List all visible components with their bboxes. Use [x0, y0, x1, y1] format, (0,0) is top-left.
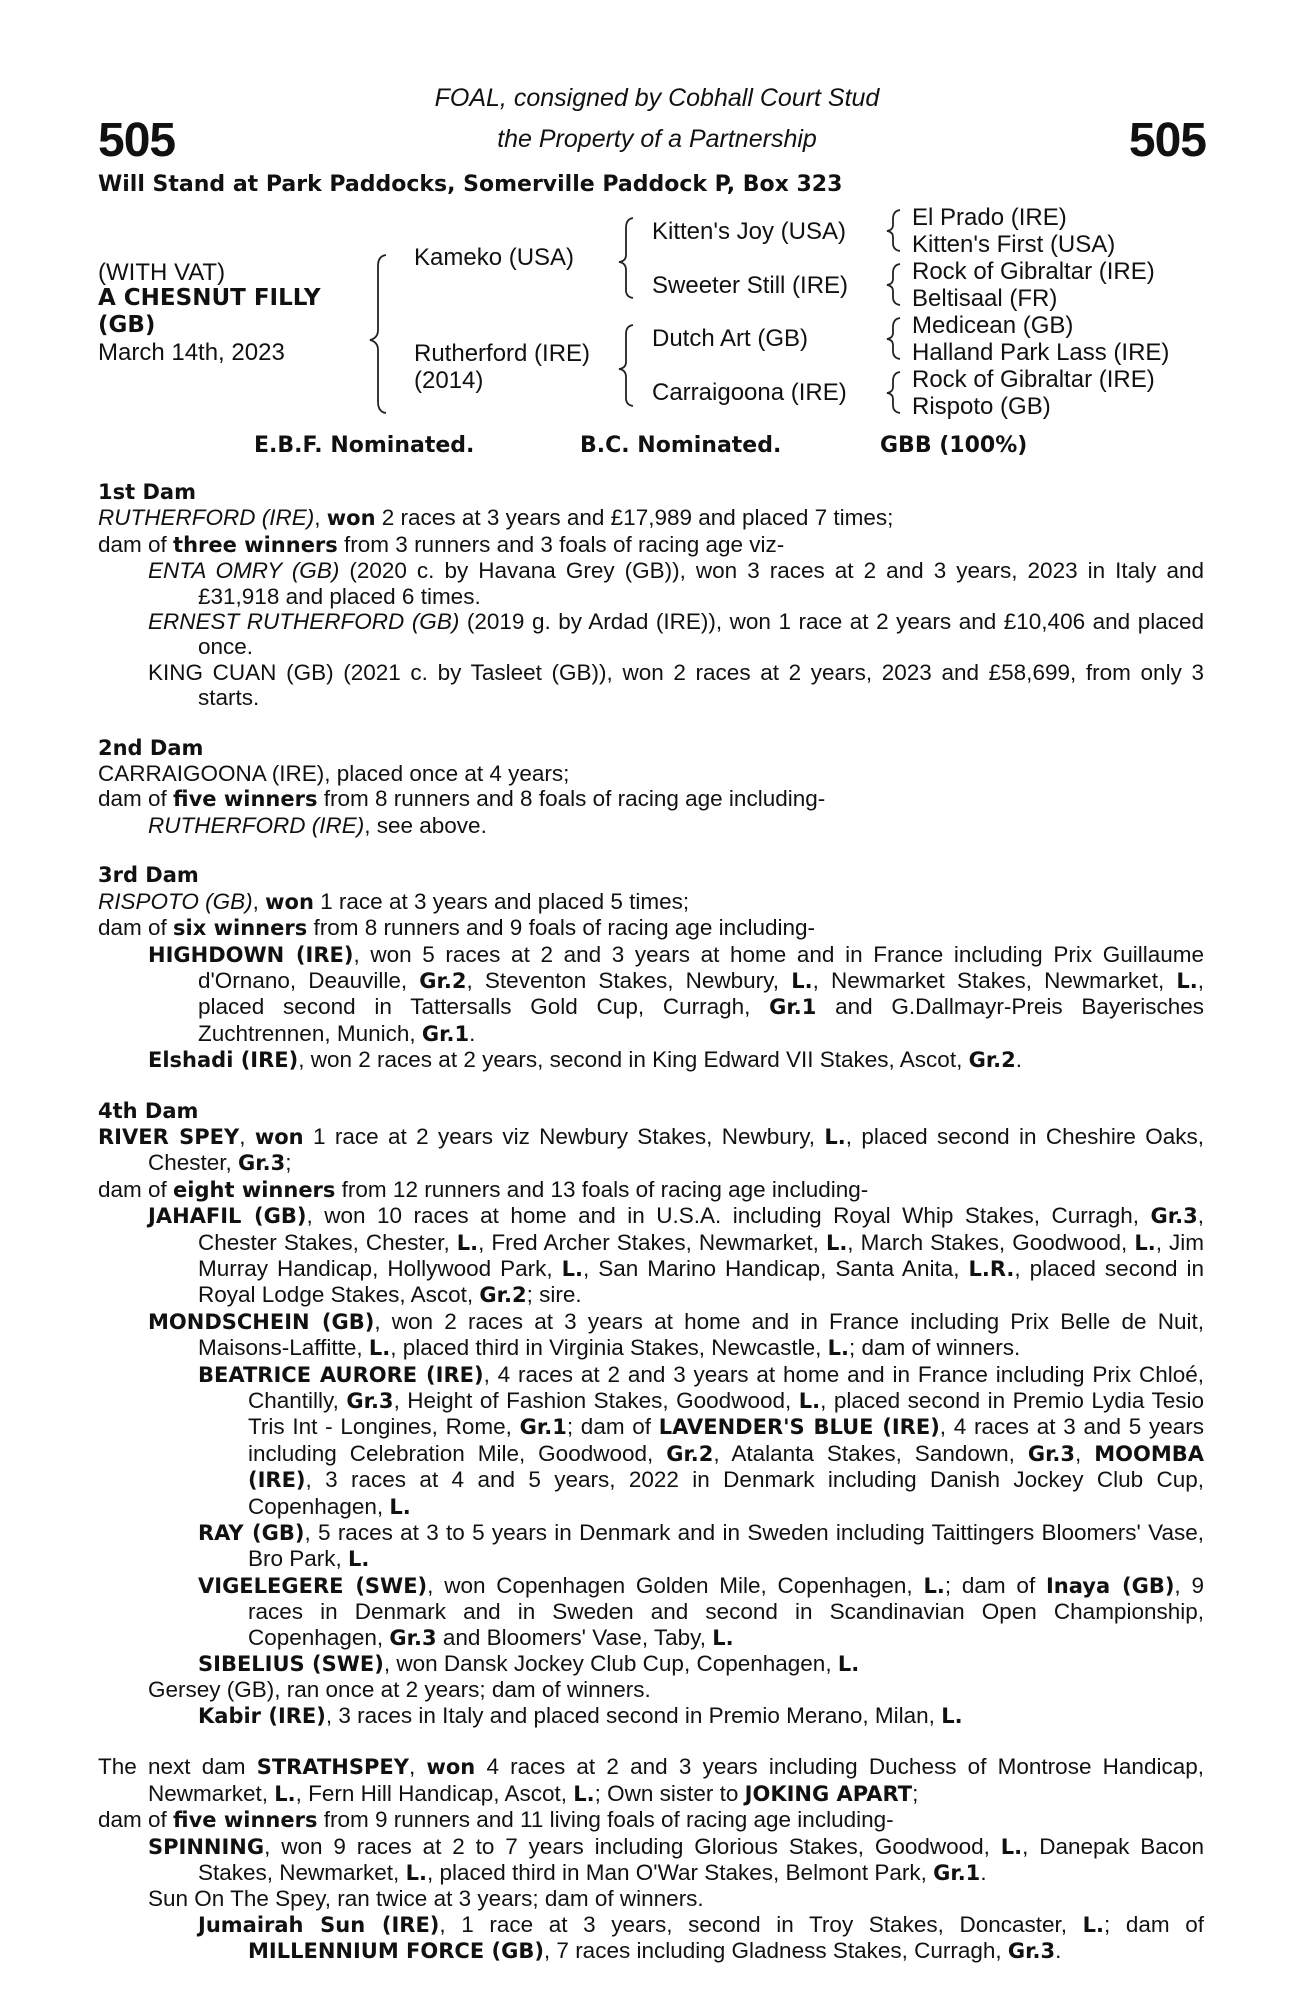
dam4-produce: dam of eight winners from 12 runners and 13 foals of racing age including-	[98, 1176, 869, 1202]
dam4-progeny-gersey: Gersey (GB), ran once at 2 years; dam of winners.	[148, 1677, 651, 1703]
ggp-6: Halland Park Lass (IRE)	[912, 339, 1170, 366]
next-grandprogeny-jumairah: Jumairah Sun (IRE), 1 race at 3 years, second in Troy Stakes, Doncaster, L.; dam of MILLENNIUM FORCE (GB), 7 races including Gladness Stakes, Curragh, Gr.3.	[198, 1911, 1204, 1964]
next-dam-record: The next dam STRATHSPEY, won 4 races at 2 and 3 years including Duchess of Montrose Handicap, Newmarket, L., Fern Hill Handicap, Ascot, L.; Own sister to JOKING APART;	[98, 1754, 1204, 1806]
dam-dam: Carraigoona (IRE)	[652, 379, 847, 406]
dam2-record: CARRAIGOONA (IRE), placed once at 4 years;	[98, 761, 570, 787]
ggp-5: Medicean (GB)	[912, 312, 1074, 339]
dam2-heading: 2nd Dam	[98, 735, 204, 760]
dam1-record: RUTHERFORD (IRE), won 2 races at 3 years and £17,989 and placed 7 times;	[98, 505, 894, 531]
dam4-grandprogeny-kabir: Kabir (IRE), 3 races in Italy and placed second in Premio Merano, Milan, L.	[198, 1702, 963, 1728]
dam4-progeny-jahafil: JAHAFIL (GB), won 10 races at home and in U.S.A. including Royal Whip Stakes, Curragh, Gr.3, Chester Stakes, Chester, L., Fred Archer Stakes, Newmarket, L., March Stakes, Goodwood, L., Jim Murray Handicap, Hollywood Park, L., San Marino Handicap, Santa Anita, L.R., placed second in Royal Lodge Stakes, Ascot, Gr.2; sire.	[148, 1203, 1205, 1308]
lot-number-left: 505	[98, 114, 176, 167]
dam3-progeny-highdown: HIGHDOWN (IRE), won 5 races at 2 and 3 years at home and in France including Prix Guillaume d'Ornano, Deauville, Gr.2, Steventon Stakes, Newbury, L., Newmarket Stakes, Newmarket, L., placed second in Tattersalls Gold Cup, Curragh, Gr.1 and G.Dallmayr-Preis Bayerisches Zuchtrennen, Munich, Gr.1.	[148, 941, 1205, 1046]
consignment-line-2: the Property of a Partnership	[497, 125, 817, 153]
horse-name: A CHESNUT FILLY	[98, 285, 321, 311]
bc-nomination: B.C. Nominated.	[580, 433, 782, 458]
dam2-produce: dam of five winners from 8 runners and 8 foals of racing age including-	[98, 786, 826, 812]
dam3-record: RISPOTO (GB), won 1 race at 3 years and placed 5 times;	[98, 888, 690, 914]
catalogue-body	[98, 480, 1204, 1965]
gbb-percentage: GBB (100%)	[880, 433, 1028, 458]
dam4-grandprogeny-ray: RAY (GB), 5 races at 3 to 5 years in Denmark and in Sweden including Taittingers Bloomers' Vase, Bro Park, L.	[198, 1520, 1204, 1572]
dam-sire: Dutch Art (GB)	[652, 325, 809, 352]
dam4-grandprogeny-beatrice: BEATRICE AURORE (IRE), 4 races at 2 and 3 years at home and in France including Prix Chloé, Chantilly, Gr.3, Height of Fashion Stakes, Goodwood, L., placed second in Premio Lydia Tesio Tris Int - Longines, Rome, Gr.1; dam of LAVENDER'S BLUE (IRE), 4 races at 3 and 5 years including Celebration Mile, Goodwood, Gr.2, Atalanta Stakes, Sandown, Gr.3, MOOMBA (IRE), 3 races at 4 and 5 years, 2022 in Denmark including Danish Jockey Club Cup, Copenhagen, L.	[198, 1361, 1204, 1519]
sire-dam: Sweeter Still (IRE)	[652, 272, 849, 299]
vat-label: (WITH VAT)	[98, 259, 226, 286]
main-brace	[370, 255, 386, 413]
dam4-record: RIVER SPEY, won 1 race at 2 years viz Newbury Stakes, Newbury, L., placed second in Cheshire Oaks, Chester, Gr.3;	[98, 1123, 1204, 1176]
dam1-produce: dam of three winners from 3 runners and 3 foals of racing age viz-	[98, 531, 785, 557]
dam1-progeny-3: KING CUAN (GB) (2021 c. by Tasleet (GB)), won 2 races at 2 years, 2023 and £58,699, from only 3 starts.	[148, 659, 1204, 711]
next-dam-produce: dam of five winners from 9 runners and 11 living foals of racing age including-	[98, 1807, 894, 1833]
dam-line-1: Rutherford (IRE)	[414, 340, 591, 367]
consignment-line-1: FOAL, consigned by Cobhall Court Stud	[434, 84, 880, 112]
next-progeny-spinning: SPINNING, won 9 races at 2 to 7 years including Glorious Stakes, Goodwood, L., Danepak Bacon Stakes, Newmarket, L., placed third in Man O'War Stakes, Belmont Park, Gr.1.	[148, 1833, 1204, 1885]
ggp-2: Kitten's First (USA)	[912, 231, 1116, 258]
dam4-heading: 4th Dam	[98, 1098, 199, 1123]
horse-origin: (GB)	[98, 312, 156, 338]
sire-sire: Kitten's Joy (USA)	[652, 218, 846, 245]
dam4-progeny-mondschein: MONDSCHEIN (GB), won 2 races at 3 years at home and in France including Prix Belle de Nuit, Maisons-Laffitte, L., placed third in Virginia Stakes, Newcastle, L.; dam of winners.	[148, 1308, 1204, 1361]
ggp-7: Rock of Gibraltar (IRE)	[912, 366, 1155, 393]
ggp-8: Rispoto (GB)	[912, 393, 1051, 420]
dam-line-2: (2014)	[414, 367, 484, 394]
dam1-progeny-2: ERNEST RUTHERFORD (GB) (2019 g. by Ardad (IRE)), won 1 race at 2 years and £10,406 and placed once.	[148, 609, 1205, 660]
sire: Kameko (USA)	[414, 244, 575, 271]
dam3-heading: 3rd Dam	[98, 863, 199, 888]
dam3-progeny-elshadi: Elshadi (IRE), won 2 races at 2 years, second in King Edward VII Stakes, Ascot, Gr.2.	[148, 1047, 1023, 1073]
sire-brace	[619, 218, 633, 298]
ggp-1: El Prado (IRE)	[912, 204, 1067, 231]
dam1-heading: 1st Dam	[98, 480, 196, 504]
ebf-nomination: E.B.F. Nominated.	[254, 433, 475, 458]
next-progeny-sun-on-the-spey: Sun On The Spey, ran twice at 3 years; dam of winners.	[148, 1886, 704, 1912]
horse-dob: March 14th, 2023	[98, 339, 285, 366]
dam-brace	[619, 325, 633, 406]
dam4-grandprogeny-vigelegere: VIGELEGERE (SWE), won Copenhagen Golden Mile, Copenhagen, L.; dam of Inaya (GB), 9 races in Denmark and in Sweden and second in Scandinavian Open Championship, Copenhagen, Gr.3 and Bloomers' Vase, Taby, L.	[198, 1572, 1204, 1650]
ggp-4: Beltisaal (FR)	[912, 285, 1058, 312]
dam3-produce: dam of six winners from 8 runners and 9 foals of racing age including-	[98, 915, 815, 941]
dam4-grandprogeny-sibelius: SIBELIUS (SWE), won Dansk Jockey Club Cup, Copenhagen, L.	[198, 1651, 860, 1677]
dam2-progeny-1: RUTHERFORD (IRE), see above.	[148, 812, 487, 838]
dam1-progeny-1: ENTA OMRY (GB) (2020 c. by Havana Grey (GB)), won 3 races at 2 and 3 years, 2023 in Italy and £31,918 and placed 6 times.	[148, 558, 1204, 609]
ggp-3: Rock of Gibraltar (IRE)	[912, 258, 1155, 285]
lot-number-right: 505	[1128, 114, 1206, 167]
stand-location: Will Stand at Park Paddocks, Somerville Paddock P, Box 323	[98, 172, 843, 197]
